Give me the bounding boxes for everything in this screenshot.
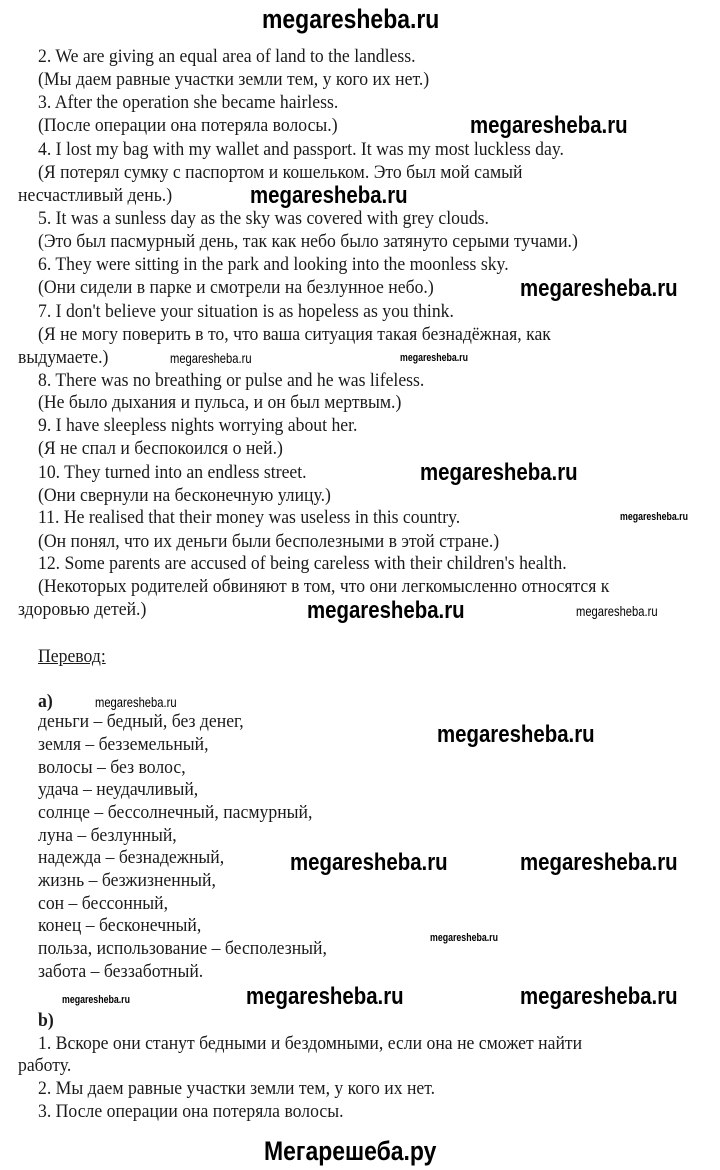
watermark: megaresheba.ru [520, 275, 678, 302]
watermark: megaresheba.ru [307, 597, 465, 624]
word-pair: земля – безземельный, [38, 734, 209, 755]
word-pair: жизнь – безжизненный, [38, 870, 216, 891]
word-pair: луна – безлунный, [38, 825, 177, 846]
translation: (Они сидели в парке и смотрели на безлунное небо.) [38, 277, 434, 298]
sentence: 7. I don't believe your situation is as hopeless as you think. [38, 301, 454, 322]
watermark: megaresheba.ru [437, 721, 595, 748]
watermark: megaresheba.ru [400, 352, 468, 364]
watermark: megaresheba.ru [170, 350, 252, 366]
translation: (Они свернули на бесконечную улицу.) [38, 485, 331, 506]
watermark: megaresheba.ru [95, 694, 177, 710]
word-pair: солнце – бессолнечный, пасмурный, [38, 802, 313, 823]
word-pair: забота – беззаботный. [38, 961, 204, 982]
section-b-label: b) [38, 1010, 54, 1031]
translation: (Это был пасмурный день, так как небо было затянуто серыми тучами.) [38, 231, 578, 252]
translation: (Мы даем равные участки земли тем, у кого их нет.) [38, 69, 430, 90]
watermark: megaresheba.ru [290, 849, 448, 876]
sentence: 12. Some parents are accused of being careless with their children's health. [38, 553, 567, 574]
sentence: 5. It was a sunless day as the sky was covered with grey clouds. [38, 208, 489, 229]
word-pair: конец – бесконечный, [38, 915, 202, 936]
watermark: megaresheba.ru [420, 459, 578, 486]
watermark: megaresheba.ru [62, 994, 130, 1006]
sentence: 2. We are giving an equal area of land to the landless. [38, 46, 416, 67]
word-pair: волосы – без волос, [38, 757, 186, 778]
word-pair: надежда – безнадежный, [38, 847, 225, 868]
translation: (Я не спал и беспокоился о ней.) [38, 438, 283, 459]
watermark: megaresheba.ru [250, 182, 408, 209]
translation: (Некоторых родителей обвиняют в том, что они легкомысленно относятся к [38, 576, 610, 597]
translation: (Я потерял сумку с паспортом и кошельком. Это был мой самый [38, 162, 523, 183]
watermark: megaresheba.ru [620, 511, 688, 523]
translation-heading: Перевод: [38, 646, 106, 667]
translation: (Не было дыхания и пульса, и он был мертвым.) [38, 392, 402, 413]
header-watermark: megaresheba.ru [262, 4, 440, 34]
translation: (Он понял, что их деньги были бесполезными в этой стране.) [38, 531, 500, 552]
sentence: 1. Вскоре они станут бедными и бездомными, если она не сможет найти [38, 1033, 583, 1054]
translation: (После операции она потеряла волосы.) [38, 115, 338, 136]
sentence: 3. После операции она потеряла волосы. [38, 1101, 344, 1122]
sentence: 9. I have sleepless nights worrying about her. [38, 415, 358, 436]
sentence: 11. He realised that their money was useless in this country. [38, 507, 461, 528]
sentence: работу. [18, 1055, 72, 1076]
watermark: megaresheba.ru [520, 849, 678, 876]
sentence: 6. They were sitting in the park and looking into the moonless sky. [38, 254, 509, 275]
translation: здоровью детей.) [18, 599, 147, 620]
sentence: 4. I lost my bag with my wallet and passport. It was my most luckless day. [38, 139, 564, 160]
translation: выдумаете.) [18, 347, 109, 368]
word-pair: деньги – бедный, без денег, [38, 711, 244, 732]
translation: (Я не могу поверить в то, что ваша ситуация такая безнадёжная, как [38, 324, 551, 345]
watermark: megaresheba.ru [430, 932, 498, 944]
word-pair: польза, использование – бесполезный, [38, 938, 327, 959]
watermark: megaresheba.ru [520, 983, 678, 1010]
word-pair: сон – бессонный, [38, 893, 169, 914]
footer-watermark: Мегарешеба.ру [264, 1136, 437, 1166]
section-a-label: a) [38, 691, 53, 712]
sentence: 2. Мы даем равные участки земли тем, у кого их нет. [38, 1078, 436, 1099]
watermark: megaresheba.ru [246, 983, 404, 1010]
sentence: 3. After the operation she became hairless. [38, 92, 339, 113]
translation: несчастливый день.) [18, 185, 173, 206]
watermark: megaresheba.ru [470, 112, 628, 139]
word-pair: удача – неудачливый, [38, 779, 199, 800]
sentence: 8. There was no breathing or pulse and he was lifeless. [38, 370, 425, 391]
watermark: megaresheba.ru [576, 603, 658, 619]
sentence: 10. They turned into an endless street. [38, 462, 307, 483]
